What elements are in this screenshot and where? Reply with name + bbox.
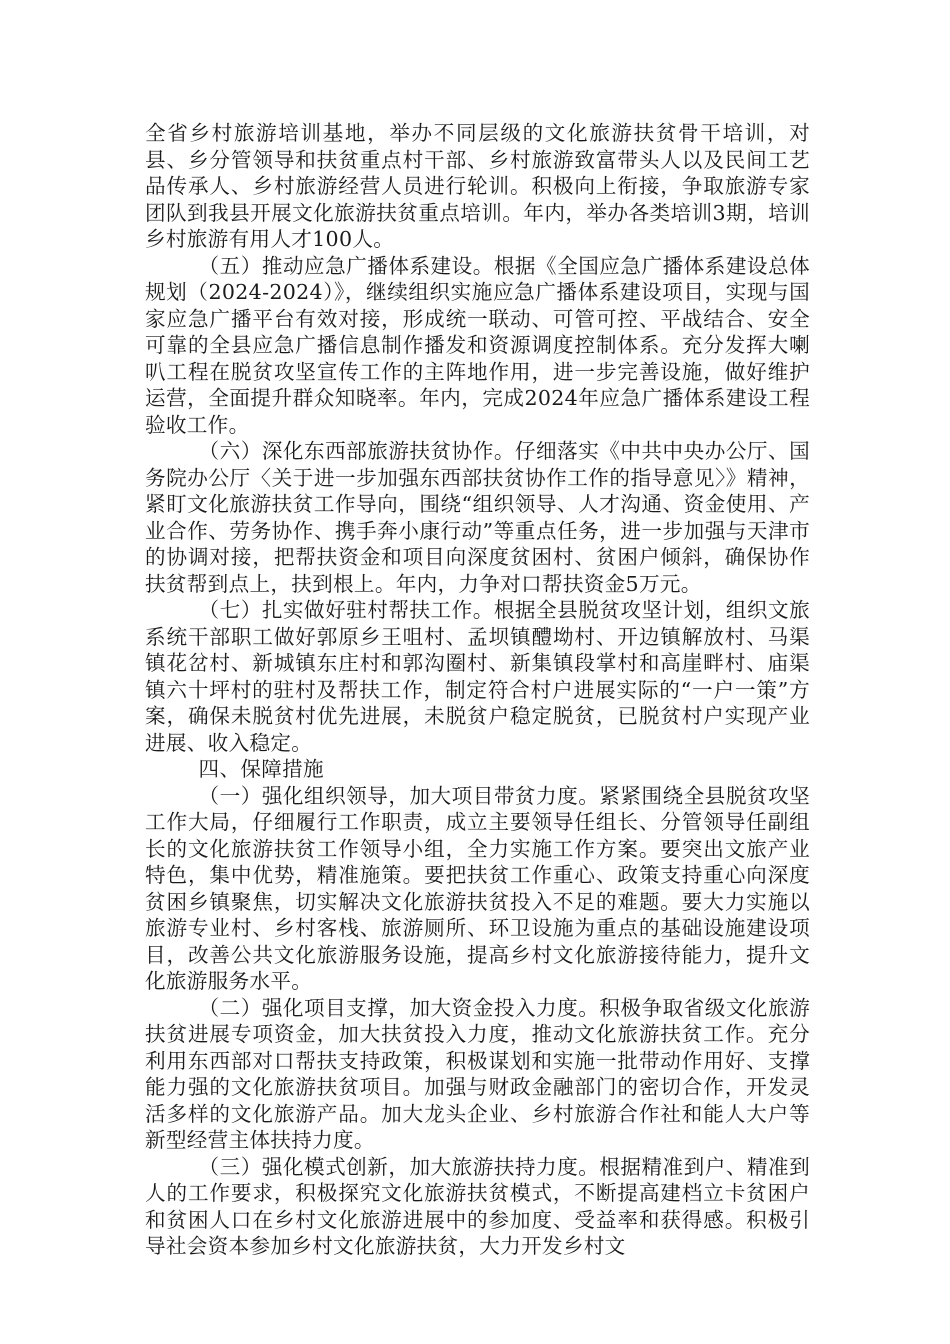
paragraph-organization-leadership: （一）强化组织领导，加大项目带贫力度。紧紧围绕全县脱贫攻坚工作大局，仔细履行工作职责，成立主要领导任组长、分管领导任副组长的文化旅游扶贫工作领导小组，全力实施工作方案。要突出文旅产业特色，集中优势，精准施策。要把扶贫工作重心、政策支持重心向深度贫困乡镇聚焦，切实解决文化旅游扶贫投入不足的难题。要大力实施以旅游专业村、乡村客栈、旅游厕所、环卫设施为重点的基础设施建设项目，改善公共文化旅游服务设施，提高乡村文化旅游接待能力，提升文化旅游服务水平。 xyxy=(145,783,810,993)
paragraph-project-support: （二）强化项目支撑，加大资金投入力度。积极争取省级文化旅游扶贫进展专项资金，加大扶贫投入力度，推动文化旅游扶贫工作。充分利用东西部对口帮扶支持政策，积极谋划和实施一批带动作用好、支撑能力强的文化旅游扶贫项目。加强与财政金融部门的密切合作，开发灵活多样的文化旅游产品。加大龙头企业、乡村旅游合作社和能人大户等新型经营主体扶持力度。 xyxy=(145,995,810,1152)
paragraph-village-assistance: （七）扎实做好驻村帮扶工作。根据全县脱贫攻坚计划，组织文旅系统干部职工做好郭原乡王咀村、孟坝镇醴坳村、开边镇解放村、马渠镇花岔村、新城镇东庄村和郭沟圈村、新集镇段掌村和高崖畔村、庙渠镇六十坪村的驻村及帮扶工作，制定符合村户进展实际的“一户一策”方案，确保未脱贫村优先进展，未脱贫户稳定脱贫，已脱贫村户实现产业进展、收入稳定。 xyxy=(145,598,810,755)
document-body xyxy=(145,120,810,1260)
paragraph-east-west-cooperation: （六）深化东西部旅游扶贫协作。仔细落实《中共中央办公厅、国务院办公厅〈关于进一步加强东西部扶贫协作工作的指导意见〉》精神，紧盯文化旅游扶贫工作导向，围绕“组织领导、人才沟通、资金使用、产业合作、劳务协作、携手奔小康行动”等重点任务，进一步加强与天津市的协调对接，把帮扶资金和项目向深度贫困村、贫困户倾斜，确保协作扶贫帮到点上，扶到根上。年内，力争对口帮扶资金5万元。 xyxy=(145,439,810,596)
paragraph-model-innovation: （三）强化模式创新，加大旅游扶持力度。根据精准到户、精准到人的工作要求，积极探究文化旅游扶贫模式，不断提高建档立卡贫困户和贫困人口在乡村文化旅游进展中的参加度、受益率和获得感。积极引导社会资本参加乡村文化旅游扶贫，大力开发乡村文 xyxy=(145,1154,810,1258)
section-heading-safeguards: 四、保障措施 xyxy=(198,757,324,781)
paragraph-emergency-broadcast: （五）推动应急广播体系建设。根据《全国应急广播体系建设总体规划（2024-2024）》，继续组织实施应急广播体系建设项目，实现与国家应急广播平台有效对接，形成统一联动、可管可控、平战结合、安全可靠的全县应急广播信息制作播发和资源调度控制体系。充分发挥大喇叭工程在脱贫攻坚宣传工作的主阵地作用，进一步完善设施，做好维护运营，全面提升群众知晓率。年内，完成2024年应急广播体系建设工程验收工作。 xyxy=(145,253,810,437)
paragraph-continuation: 全省乡村旅游培训基地，举办不同层级的文化旅游扶贫骨干培训，对县、乡分管领导和扶贫重点村干部、乡村旅游致富带头人以及民间工艺品传承人、乡村旅游经营人员进行轮训。积极向上衔接，争取旅游专家团队到我县开展文化旅游扶贫重点培训。年内，举办各类培训3期，培训乡村旅游有用人才100人。 xyxy=(145,121,810,251)
